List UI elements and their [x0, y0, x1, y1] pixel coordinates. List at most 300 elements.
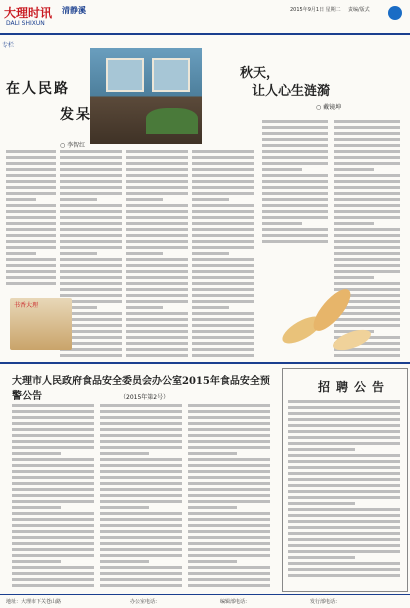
text-line-placeholder — [12, 572, 94, 575]
text-line-placeholder — [100, 530, 182, 533]
text-line-placeholder — [192, 162, 254, 165]
text-line-placeholder — [6, 210, 56, 213]
text-line-placeholder — [100, 500, 182, 503]
masthead — [0, 0, 410, 35]
text-line-placeholder — [100, 410, 182, 413]
text-line-placeholder — [262, 138, 328, 141]
text-line-placeholder — [188, 458, 270, 461]
circle-icon — [388, 6, 402, 20]
masthead-logo: 大理时讯 — [4, 6, 53, 20]
article1-title-part1: 在人民路 — [6, 81, 70, 97]
text-line-placeholder — [100, 512, 182, 515]
text-line-placeholder — [334, 240, 400, 243]
text-line-placeholder — [334, 126, 400, 129]
text-line-placeholder — [100, 476, 182, 479]
section-name: 清静溪 — [62, 5, 86, 15]
text-line-placeholder — [60, 198, 97, 201]
text-line-placeholder — [60, 276, 122, 279]
text-line-placeholder — [188, 542, 270, 545]
text-line-placeholder — [126, 294, 188, 297]
text-line-placeholder — [60, 354, 122, 357]
footer-phone-office: 办公室电话： — [130, 599, 161, 605]
text-line-placeholder — [288, 568, 400, 571]
text-line-placeholder — [60, 246, 122, 249]
text-line-placeholder — [188, 440, 270, 443]
text-line-placeholder — [288, 508, 400, 511]
text-line-placeholder — [60, 210, 122, 213]
article2-byline: ○ 戴镜坤 — [316, 104, 342, 111]
text-line-placeholder — [12, 536, 94, 539]
text-line-placeholder — [192, 324, 254, 327]
text-line-placeholder — [334, 120, 400, 123]
text-line-placeholder — [288, 538, 400, 541]
notice-column-3 — [188, 404, 270, 590]
text-line-placeholder — [192, 348, 254, 351]
text-line-placeholder — [288, 502, 355, 505]
text-line-placeholder — [334, 246, 400, 249]
article2-column-1 — [262, 120, 328, 250]
text-line-placeholder — [188, 518, 270, 521]
text-line-placeholder — [60, 234, 122, 237]
text-line-placeholder — [12, 578, 94, 581]
text-line-placeholder — [188, 548, 270, 551]
text-line-placeholder — [334, 168, 374, 171]
text-line-placeholder — [12, 512, 94, 515]
text-line-placeholder — [334, 198, 400, 201]
article1-title-part2: 发呆 — [60, 107, 92, 123]
text-line-placeholder — [188, 536, 270, 539]
text-line-placeholder — [126, 156, 188, 159]
text-line-placeholder — [100, 446, 182, 449]
text-line-placeholder — [288, 400, 400, 403]
article2-title-part1: 秋天， — [240, 66, 280, 81]
text-line-placeholder — [12, 548, 94, 551]
text-line-placeholder — [126, 192, 188, 195]
text-line-placeholder — [192, 246, 254, 249]
text-line-placeholder — [12, 542, 94, 545]
text-line-placeholder — [126, 234, 188, 237]
text-line-placeholder — [126, 324, 188, 327]
text-line-placeholder — [100, 404, 182, 407]
text-line-placeholder — [334, 174, 400, 177]
text-line-placeholder — [334, 180, 400, 183]
text-line-placeholder — [6, 228, 56, 231]
text-line-placeholder — [262, 126, 328, 129]
text-line-placeholder — [12, 524, 94, 527]
text-line-placeholder — [192, 222, 254, 225]
text-line-placeholder — [334, 186, 400, 189]
text-line-placeholder — [188, 572, 270, 575]
text-line-placeholder — [126, 240, 188, 243]
text-line-placeholder — [288, 454, 400, 457]
recruit-title: 招聘公告 — [318, 380, 391, 394]
text-line-placeholder — [60, 156, 122, 159]
text-line-placeholder — [288, 496, 400, 499]
text-line-placeholder — [192, 150, 254, 153]
text-line-placeholder — [126, 222, 188, 225]
text-line-placeholder — [188, 422, 270, 425]
text-line-placeholder — [192, 192, 254, 195]
text-line-placeholder — [188, 428, 270, 431]
text-line-placeholder — [188, 470, 270, 473]
text-line-placeholder — [334, 162, 400, 165]
text-line-placeholder — [12, 530, 94, 533]
text-line-placeholder — [288, 442, 400, 445]
text-line-placeholder — [334, 204, 400, 207]
text-line-placeholder — [334, 228, 400, 231]
text-line-placeholder — [288, 490, 400, 493]
text-line-placeholder — [262, 234, 328, 237]
text-line-placeholder — [6, 168, 56, 171]
text-line-placeholder — [6, 162, 56, 165]
text-line-placeholder — [192, 216, 254, 219]
text-line-placeholder — [60, 204, 122, 207]
text-line-placeholder — [288, 556, 355, 559]
article2-title-part2: 让人心生涟漪 — [252, 84, 331, 99]
text-line-placeholder — [192, 234, 254, 237]
text-line-placeholder — [262, 120, 328, 123]
text-line-placeholder — [126, 288, 188, 291]
text-line-placeholder — [126, 180, 188, 183]
text-line-placeholder — [126, 300, 188, 303]
text-line-placeholder — [100, 524, 182, 527]
text-line-placeholder — [192, 228, 254, 231]
text-line-placeholder — [192, 276, 254, 279]
window-shape — [106, 58, 144, 92]
text-line-placeholder — [12, 416, 94, 419]
text-line-placeholder — [126, 252, 163, 255]
text-line-placeholder — [192, 156, 254, 159]
text-line-placeholder — [100, 422, 182, 425]
text-line-placeholder — [126, 162, 188, 165]
text-line-placeholder — [262, 186, 328, 189]
article1-column-3 — [192, 150, 254, 360]
text-line-placeholder — [100, 578, 182, 581]
text-line-placeholder — [188, 446, 270, 449]
text-line-placeholder — [60, 294, 122, 297]
text-line-placeholder — [192, 330, 254, 333]
text-line-placeholder — [188, 434, 270, 437]
text-line-placeholder — [262, 210, 328, 213]
text-line-placeholder — [100, 428, 182, 431]
text-line-placeholder — [288, 478, 400, 481]
notice-column-2 — [100, 404, 182, 590]
text-line-placeholder — [188, 494, 270, 497]
text-line-placeholder — [288, 532, 400, 535]
text-line-placeholder — [262, 222, 302, 225]
text-line-placeholder — [288, 460, 400, 463]
text-line-placeholder — [188, 452, 237, 455]
text-line-placeholder — [6, 270, 56, 273]
text-line-placeholder — [6, 216, 56, 219]
text-line-placeholder — [6, 204, 56, 207]
text-line-placeholder — [262, 132, 328, 135]
text-line-placeholder — [192, 240, 254, 243]
text-line-placeholder — [60, 174, 122, 177]
text-line-placeholder — [60, 162, 122, 165]
text-line-placeholder — [126, 348, 188, 351]
text-line-placeholder — [334, 210, 400, 213]
text-line-placeholder — [262, 144, 328, 147]
text-line-placeholder — [126, 186, 188, 189]
text-line-placeholder — [192, 258, 254, 261]
article1-column-2 — [126, 150, 188, 360]
text-line-placeholder — [60, 192, 122, 195]
footer-phone-distribution: 发行部电话： — [310, 599, 341, 605]
text-line-placeholder — [12, 404, 94, 407]
text-line-placeholder — [126, 264, 188, 267]
text-line-placeholder — [126, 168, 188, 171]
text-line-placeholder — [126, 246, 188, 249]
footer-address: 地址：大理市下关苍山路 — [6, 599, 62, 605]
text-line-placeholder — [188, 404, 270, 407]
text-line-placeholder — [334, 234, 400, 237]
text-line-placeholder — [334, 132, 400, 135]
text-line-placeholder — [192, 294, 254, 297]
text-line-placeholder — [12, 452, 61, 455]
text-line-placeholder — [334, 156, 400, 159]
text-line-placeholder — [192, 264, 254, 267]
text-line-placeholder — [12, 482, 94, 485]
text-line-placeholder — [6, 246, 56, 249]
text-line-placeholder — [126, 270, 188, 273]
text-line-placeholder — [188, 530, 270, 533]
text-line-placeholder — [12, 440, 94, 443]
text-line-placeholder — [192, 342, 254, 345]
text-line-placeholder — [12, 500, 94, 503]
text-line-placeholder — [100, 548, 182, 551]
recruit-column — [288, 400, 400, 584]
text-line-placeholder — [6, 150, 56, 153]
text-line-placeholder — [188, 524, 270, 527]
text-line-placeholder — [188, 464, 270, 467]
text-line-placeholder — [334, 216, 400, 219]
text-line-placeholder — [126, 216, 188, 219]
text-line-placeholder — [6, 174, 56, 177]
text-line-placeholder — [188, 410, 270, 413]
text-line-placeholder — [100, 452, 149, 455]
text-line-placeholder — [12, 428, 94, 431]
text-line-placeholder — [126, 330, 188, 333]
text-line-placeholder — [12, 410, 94, 413]
text-line-placeholder — [100, 488, 182, 491]
text-line-placeholder — [288, 412, 400, 415]
section-divider — [0, 362, 410, 364]
text-line-placeholder — [60, 216, 122, 219]
text-line-placeholder — [126, 282, 188, 285]
text-line-placeholder — [100, 542, 182, 545]
notice-column-1 — [12, 404, 94, 590]
text-line-placeholder — [60, 228, 122, 231]
footer-phone-editorial: 编辑部电话： — [220, 599, 251, 605]
text-line-placeholder — [192, 204, 254, 207]
book-caption: 书香大理 — [14, 302, 39, 309]
text-line-placeholder — [12, 566, 94, 569]
text-line-placeholder — [6, 240, 56, 243]
text-line-placeholder — [6, 222, 56, 225]
text-line-placeholder — [100, 440, 182, 443]
page-tab: 专栏 — [2, 42, 15, 49]
text-line-placeholder — [12, 446, 94, 449]
text-line-placeholder — [6, 198, 36, 201]
text-line-placeholder — [188, 584, 270, 587]
text-line-placeholder — [60, 288, 122, 291]
text-line-placeholder — [100, 482, 182, 485]
text-line-placeholder — [288, 550, 400, 553]
text-line-placeholder — [262, 228, 328, 231]
text-line-placeholder — [334, 150, 400, 153]
text-line-placeholder — [126, 354, 188, 357]
text-line-placeholder — [60, 252, 97, 255]
text-line-placeholder — [192, 300, 254, 303]
text-line-placeholder — [100, 560, 149, 563]
text-line-placeholder — [262, 168, 302, 171]
text-line-placeholder — [288, 418, 400, 421]
edition-line: 责编/版式 — [348, 7, 370, 13]
text-line-placeholder — [188, 482, 270, 485]
text-line-placeholder — [188, 566, 270, 569]
text-line-placeholder — [12, 560, 61, 563]
text-line-placeholder — [188, 476, 270, 479]
text-line-placeholder — [288, 520, 400, 523]
text-line-placeholder — [192, 318, 254, 321]
text-line-placeholder — [192, 312, 254, 315]
text-line-placeholder — [6, 192, 56, 195]
text-line-placeholder — [100, 506, 149, 509]
footer — [0, 594, 410, 608]
text-line-placeholder — [192, 354, 254, 357]
text-line-placeholder — [188, 416, 270, 419]
text-line-placeholder — [192, 174, 254, 177]
text-line-placeholder — [188, 578, 270, 581]
article1-byline: ○ 李智红 — [60, 142, 86, 149]
text-line-placeholder — [192, 306, 229, 309]
plant-shape — [146, 108, 198, 134]
text-line-placeholder — [262, 204, 328, 207]
text-line-placeholder — [100, 458, 182, 461]
text-line-placeholder — [12, 476, 94, 479]
leaves-illustration — [262, 250, 392, 380]
text-line-placeholder — [192, 180, 254, 183]
text-line-placeholder — [6, 156, 56, 159]
text-line-placeholder — [192, 186, 254, 189]
text-line-placeholder — [288, 484, 400, 487]
text-line-placeholder — [126, 276, 188, 279]
text-line-placeholder — [126, 198, 163, 201]
text-line-placeholder — [334, 138, 400, 141]
text-line-placeholder — [126, 306, 163, 309]
date-line: 2015年9月1日 星期二 — [290, 7, 341, 13]
text-line-placeholder — [60, 240, 122, 243]
text-line-placeholder — [262, 180, 328, 183]
text-line-placeholder — [192, 282, 254, 285]
text-line-placeholder — [12, 488, 94, 491]
text-line-placeholder — [100, 434, 182, 437]
text-line-placeholder — [12, 584, 94, 587]
text-line-placeholder — [60, 150, 122, 153]
text-line-placeholder — [262, 216, 328, 219]
text-line-placeholder — [288, 406, 400, 409]
text-line-placeholder — [126, 312, 188, 315]
text-line-placeholder — [100, 536, 182, 539]
text-line-placeholder — [126, 210, 188, 213]
text-line-placeholder — [288, 472, 400, 475]
text-line-placeholder — [262, 240, 328, 243]
text-line-placeholder — [6, 282, 56, 285]
text-line-placeholder — [192, 168, 254, 171]
text-line-placeholder — [60, 222, 122, 225]
text-line-placeholder — [192, 336, 254, 339]
text-line-placeholder — [12, 518, 94, 521]
text-line-placeholder — [288, 466, 400, 469]
text-line-placeholder — [188, 512, 270, 515]
text-line-placeholder — [334, 222, 374, 225]
text-line-placeholder — [288, 562, 400, 565]
text-line-placeholder — [288, 436, 400, 439]
text-line-placeholder — [188, 560, 237, 563]
text-line-placeholder — [126, 150, 188, 153]
text-line-placeholder — [6, 264, 56, 267]
text-line-placeholder — [100, 494, 182, 497]
text-line-placeholder — [6, 252, 36, 255]
text-line-placeholder — [192, 252, 229, 255]
text-line-placeholder — [60, 282, 122, 285]
text-line-placeholder — [188, 500, 270, 503]
text-line-placeholder — [288, 448, 355, 451]
text-line-placeholder — [100, 416, 182, 419]
text-line-placeholder — [6, 186, 56, 189]
text-line-placeholder — [6, 276, 56, 279]
text-line-placeholder — [60, 180, 122, 183]
text-line-placeholder — [334, 144, 400, 147]
text-line-placeholder — [192, 198, 229, 201]
text-line-placeholder — [100, 566, 182, 569]
text-line-placeholder — [188, 506, 237, 509]
text-line-placeholder — [262, 156, 328, 159]
text-line-placeholder — [100, 572, 182, 575]
masthead-subtitle: DALI SHIXUN — [6, 20, 45, 27]
window-shape — [152, 58, 190, 92]
text-line-placeholder — [288, 424, 400, 427]
text-line-placeholder — [6, 258, 56, 261]
text-line-placeholder — [100, 464, 182, 467]
text-line-placeholder — [192, 288, 254, 291]
text-line-placeholder — [288, 574, 400, 577]
text-line-placeholder — [12, 554, 94, 557]
text-line-placeholder — [288, 526, 400, 529]
text-line-placeholder — [12, 464, 94, 467]
text-line-placeholder — [100, 554, 182, 557]
text-line-placeholder — [60, 186, 122, 189]
text-line-placeholder — [188, 554, 270, 557]
text-line-placeholder — [12, 470, 94, 473]
text-line-placeholder — [192, 270, 254, 273]
text-line-placeholder — [126, 318, 188, 321]
text-line-placeholder — [126, 342, 188, 345]
text-line-placeholder — [60, 264, 122, 267]
text-line-placeholder — [192, 210, 254, 213]
text-line-placeholder — [126, 174, 188, 177]
text-line-placeholder — [6, 234, 56, 237]
text-line-placeholder — [100, 470, 182, 473]
text-line-placeholder — [12, 458, 94, 461]
text-line-placeholder — [6, 180, 56, 183]
text-line-placeholder — [126, 228, 188, 231]
notice-number: （2015年第2号） — [120, 394, 170, 401]
text-line-placeholder — [12, 434, 94, 437]
text-line-placeholder — [100, 584, 182, 587]
text-line-placeholder — [262, 174, 328, 177]
